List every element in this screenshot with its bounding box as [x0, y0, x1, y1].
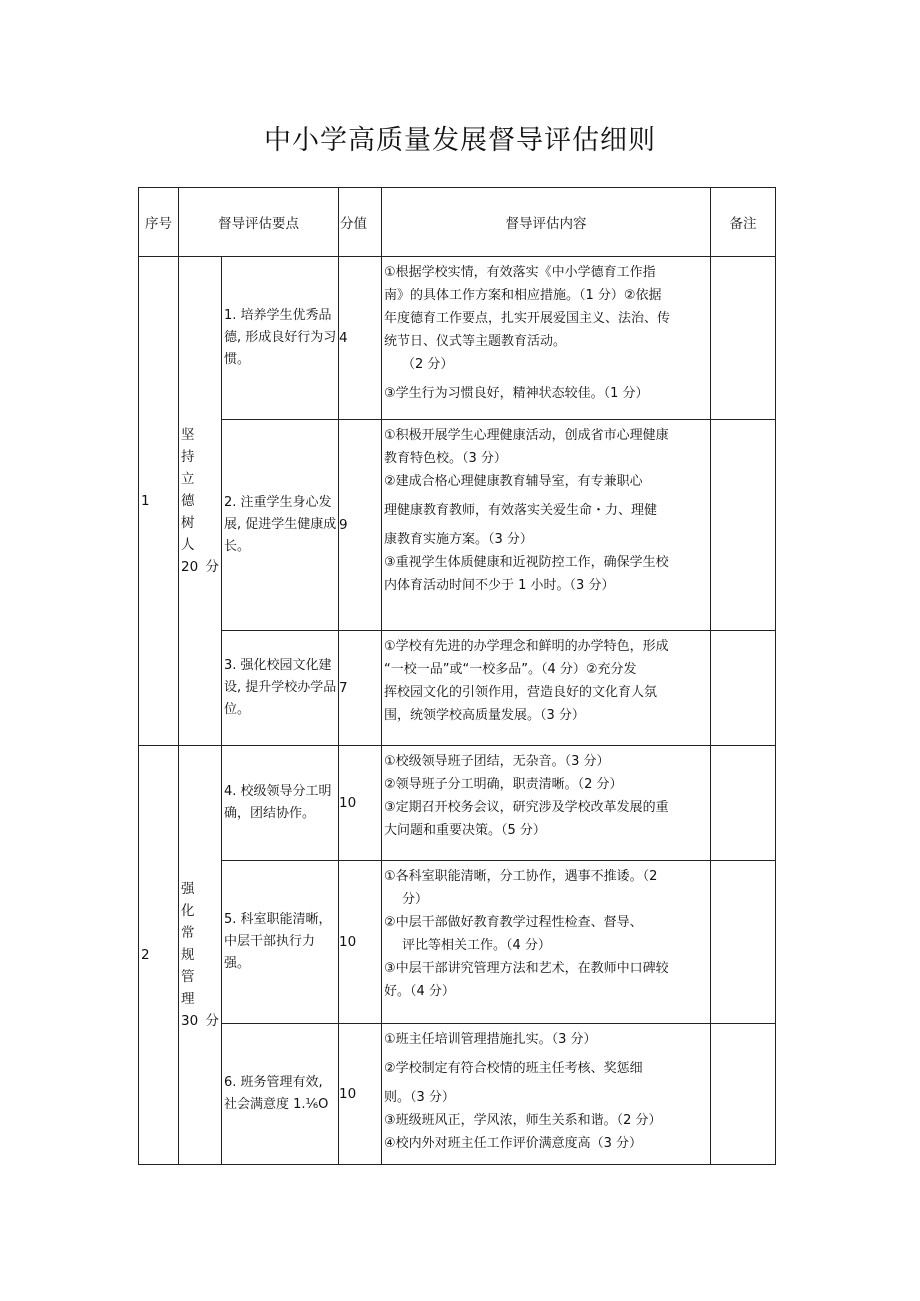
- section-area-line: 30 分: [181, 1013, 219, 1029]
- section-area-line: 20 分: [181, 559, 219, 575]
- header-row: [139, 188, 776, 257]
- score-value: 7: [339, 631, 382, 746]
- evaluation-content: [382, 420, 711, 631]
- evaluation-point: 6. 班务管理有效, 社会满意度 1.⅙O: [222, 1024, 339, 1165]
- evaluation-point: 5. 科室职能清晰，中层干部执行力强。: [222, 861, 339, 1024]
- content-line: 则。（3 分）: [384, 1090, 455, 1105]
- content-line: ③重视学生体质健康和近视防控工作，确保学生校: [384, 555, 669, 570]
- header-content: 督导评估内容: [382, 188, 711, 257]
- note-cell: [711, 861, 776, 1024]
- section-area-line: 树 人: [181, 515, 208, 553]
- content-line: 围，统领学校高质量发展。（3 分）: [384, 708, 585, 723]
- section-area: [179, 746, 222, 1165]
- section-seq: 2: [139, 746, 179, 1165]
- content-line: 理健康教育教师，有效落实关爱生命・力、理健: [384, 503, 658, 518]
- content-line: ①各科室职能清晰，分工协作，遇事不推诿。（2: [384, 869, 658, 884]
- content-line: 南》的具体工作方案和相应措施。（1 分）②依据: [384, 288, 662, 303]
- content-line: ②领导班子分工明确，职责清晰。（2 分）: [384, 777, 623, 792]
- content-line: 分）: [402, 892, 429, 907]
- score-value: 9: [339, 420, 382, 631]
- note-cell: [711, 420, 776, 631]
- evaluation-content: [382, 631, 711, 746]
- table-row: [139, 257, 776, 420]
- content-line: 评比等相关工作。（4 分）: [402, 938, 551, 953]
- header-note: 备注: [711, 188, 776, 257]
- content-line: （2 分）: [402, 357, 454, 372]
- table-row: [139, 861, 776, 1024]
- content-line: 康教育实施方案。（3 分）: [384, 532, 533, 547]
- evaluation-point: 1. 培养学生优秀品德, 形成良好行为习惯。: [222, 257, 339, 420]
- note-cell: [711, 746, 776, 861]
- content-line: ③学生行为习惯良好，精神状态较佳。（1 分）: [384, 386, 649, 401]
- content-line: 好。（4 分）: [384, 984, 455, 999]
- table-row: [139, 420, 776, 631]
- content-line: ①学校有先进的办学理念和鲜明的办学特色，形成: [384, 639, 669, 654]
- header-score: 分值: [339, 188, 382, 257]
- section-area-line: 立 德: [181, 471, 208, 509]
- evaluation-table: [138, 187, 776, 1165]
- content-line: “一校一品”或“一校多品”。（4 分）②充分发: [384, 662, 637, 677]
- section-area-line: 坚 持: [181, 427, 208, 465]
- content-line: 统节日、仪式等主题教育活动。: [384, 334, 567, 349]
- content-line: 大问题和重要决策。（5 分）: [384, 823, 546, 838]
- table-row: [139, 1024, 776, 1165]
- score-value: 10: [339, 1024, 382, 1165]
- score-value: 4: [339, 257, 382, 420]
- content-line: ①校级领导班子团结，无杂音。（3 分）: [384, 754, 610, 769]
- note-cell: [711, 631, 776, 746]
- note-cell: [711, 1024, 776, 1165]
- evaluation-point: 3. 强化校园文化建设, 提升学校办学品位。: [222, 631, 339, 746]
- page-title: 中小学高质量发展督导评估细则: [264, 125, 656, 156]
- content-line: ①根据学校实情，有效落实《中小学德育工作指: [384, 265, 656, 280]
- evaluation-content: [382, 861, 711, 1024]
- section-area-line: 管 理: [181, 969, 208, 1007]
- content-line: 挥校园文化的引领作用，营造良好的文化育人氛: [384, 685, 658, 700]
- content-line: 教育特色校。（3 分）: [384, 451, 507, 466]
- content-line: ②中层干部做好教育教学过程性检查、督导、: [384, 915, 643, 930]
- score-value: 10: [339, 861, 382, 1024]
- section-seq: 1: [139, 257, 179, 746]
- content-line: ①班主任培训管理措施扎实。（3 分）: [384, 1032, 597, 1047]
- content-line: ②学校制定有符合校情的班主任考核、奖惩细: [384, 1061, 643, 1076]
- evaluation-point: 4. 校级领导分工明确，团结协作。: [222, 746, 339, 861]
- header-seq: 序号: [139, 188, 179, 257]
- header-points: 督导评估要点: [179, 188, 339, 257]
- evaluation-point: 2. 注重学生身心发展, 促进学生健康成长。: [222, 420, 339, 631]
- content-line: ③班级班风正，学风浓，师生关系和谐。（2 分）: [384, 1113, 662, 1128]
- content-line: ③定期召开校务会议，研究涉及学校改革发展的重: [384, 800, 669, 815]
- section-area: [179, 257, 222, 746]
- section-area-line: 强 化: [181, 881, 208, 919]
- note-cell: [711, 257, 776, 420]
- evaluation-content: [382, 257, 711, 420]
- content-line: 年度德育工作要点，扎实开展爱国主义、法治、传: [384, 311, 671, 326]
- score-value: 10: [339, 746, 382, 861]
- content-line: ④校内外对班主任工作评价满意度高（3 分）: [384, 1136, 643, 1151]
- content-line: 内体育活动时间不少于 1 小时。（3 分）: [384, 578, 615, 593]
- table-row: [139, 631, 776, 746]
- section-area-line: 常 规: [181, 925, 208, 963]
- content-line: ①积极开展学生心理健康活动，创成省市心理健康: [384, 428, 669, 443]
- evaluation-content: [382, 1024, 711, 1165]
- content-line: ③中层干部讲究管理方法和艺术，在教师中口碑较: [384, 961, 669, 976]
- content-line: ②建成合格心理健康教育辅导室，有专兼职心: [384, 474, 643, 489]
- evaluation-content: [382, 746, 711, 861]
- table-row: [139, 746, 776, 861]
